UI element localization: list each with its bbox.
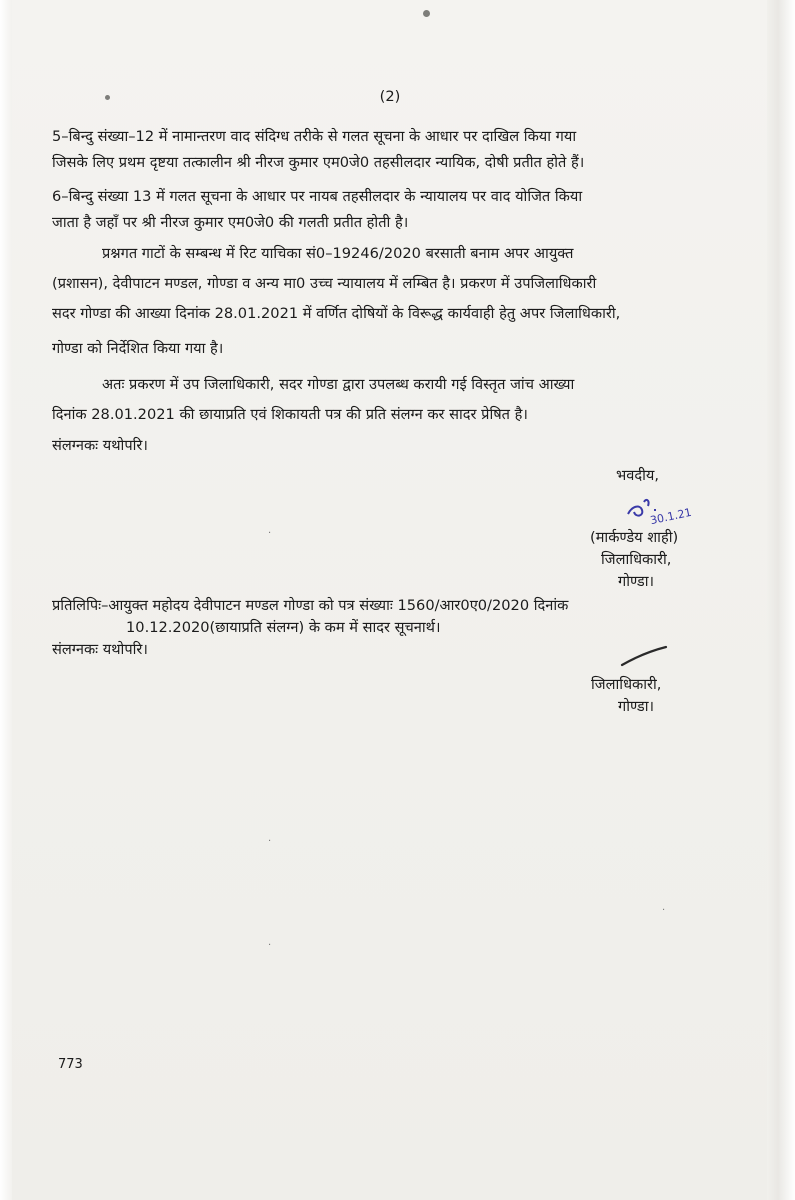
signatory-place: गोण्डा। [618,573,655,590]
page-number: (2) [379,88,401,105]
para5-line1: 5–बिन्दु संख्या–12 में नामान्तरण वाद संदिग्ध तरीके से गलत सूचना के आधार पर दाखिल किया गया [52,128,577,145]
signatory-designation: जिलाधिकारी, [601,551,672,568]
para6-line2: जाता है जहॉं पर श्री नीरज कुमार एम0जे0 की गलती प्रतीत होती है। [52,214,409,231]
paper-edge-left [0,0,12,1200]
scan-speck: · [268,940,272,951]
punch-hole [423,10,430,17]
copy-designation: जिलाधिकारी, [591,676,662,693]
scan-speck: · [662,905,666,916]
para8-line2: दिनांक 28.01.2021 की छायाप्रति एवं शिकायती पत्र की प्रति संलग्न कर सादर प्रेषित है। [52,406,528,423]
signature-date: 30.1.21 [649,505,693,528]
para7-line3: सदर गोण्डा की आख्या दिनांक 28.01.2021 में वर्णित दोषियों के विरूद्ध कार्यवाही हेतु अपर जिलाधिकारी, [52,305,621,322]
initial-mark [618,645,670,669]
page-code: 773 [58,1057,83,1072]
para7-line4: गोण्डा को निर्देशित किया गया है। [52,340,224,357]
scan-speck: · [268,528,272,539]
scan-speck: · [268,836,272,847]
copy-line2: 10.12.2020(छायाप्रति संलग्न) के कम में सादर सूचनार्थ। [126,619,441,636]
copy-place: गोण्डा। [618,698,655,715]
para5-line2: जिसके लिए प्रथम दृष्टया तत्कालीन श्री नीरज कुमार एम0जे0 तहसीलदार न्यायिक, दोषी प्रतीत होते हैं। [52,154,585,171]
para8-line1: अतः प्रकरण में उप जिलाधिकारी, सदर गोण्डा द्वारा उपलब्ध करायी गई विस्तृत जांच आख्या [102,376,575,393]
copy-enclosure: संलग्नकः यथोपरि। [52,641,148,658]
para6-line1: 6–बिन्दु संख्या 13 में गलत सूचना के आधार पर नायब तहसीलदार के न्यायालय पर वाद योजित किया [52,188,583,205]
para7-line1: प्रश्नगत गाटों के सम्बन्ध में रिट याचिका सं0–19246/2020 बरसाती बनाम अपर आयुक्त [102,245,574,262]
para7-line2: (प्रशासन), देवीपाटन मण्डल, गोण्डा व अन्य मा0 उच्च न्यायालय में लम्बित है। प्रकरण में उपजिलाधिकारी [52,275,597,292]
paper-edge-right [767,0,795,1200]
enclosure-note: संलग्नकः यथोपरि। [52,437,148,454]
closing-salutation: भवदीय, [616,467,660,484]
signatory-name: (मार्कण्डेय शाही) [590,529,679,546]
punch-hole [105,95,110,100]
copy-line1: प्रतिलिपिः–आयुक्त महोदय देवीपाटन मण्डल गोण्डा को पत्र संख्याः 1560/आर0ए0/2020 दिनांक [52,597,569,614]
